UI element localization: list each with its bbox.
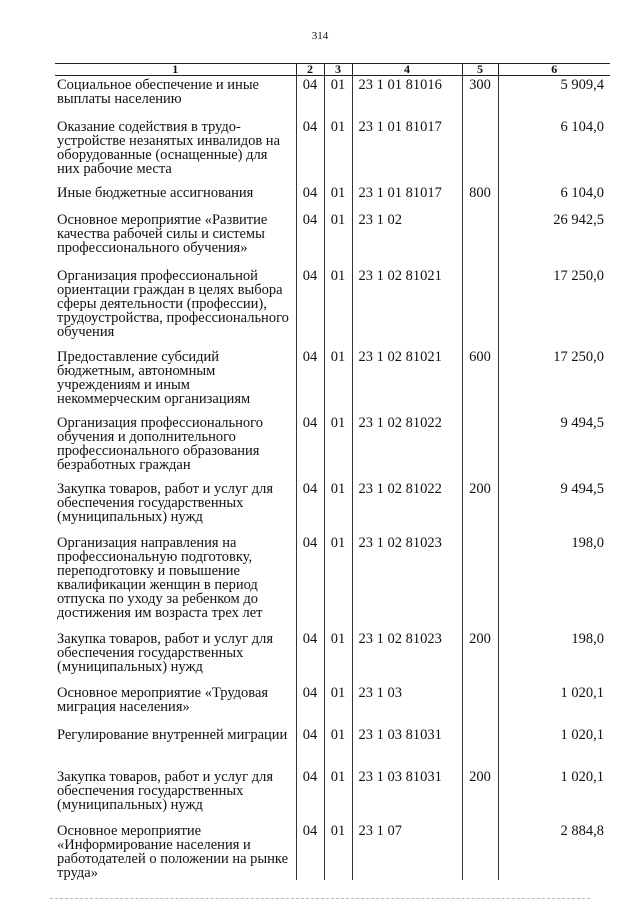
row-expense-type (462, 414, 498, 480)
row-expense-type: 300 (462, 76, 498, 119)
row-name: Организация профессиональной ориентации граждан в целях выбора сферы деятельности (профессии), трудоустройства, профессионального обучения (57, 268, 289, 340)
row-expense-type: 800 (462, 184, 498, 211)
row-section: 04 (296, 480, 324, 534)
row-expense-type: 200 (462, 630, 498, 684)
row-name: Оказание содействия в трудо-устройстве незанятых инвалидов на оборудованные (оснащенные) для них рабочие места (57, 119, 281, 177)
row-subsection: 01 (324, 348, 352, 414)
row-subsection: 01 (324, 414, 352, 480)
row-article: 23 1 01 81017 (352, 118, 462, 184)
row-amount: 1 020,1 (498, 684, 610, 726)
row-section: 04 (296, 768, 324, 822)
header-col-4: 4 (352, 64, 462, 76)
row-subsection: 01 (324, 726, 352, 768)
row-article: 23 1 01 81017 (352, 184, 462, 211)
header-row (55, 64, 610, 76)
row-amount: 26 942,5 (498, 211, 610, 267)
row-amount: 6 104,0 (498, 118, 610, 184)
table-row (55, 211, 610, 267)
row-expense-type (462, 534, 498, 630)
row-article: 23 1 02 81023 (352, 630, 462, 684)
table-row (55, 822, 610, 880)
table-row (55, 768, 610, 822)
table-row (55, 118, 610, 184)
row-amount: 5 909,4 (498, 76, 610, 119)
budget-table (55, 63, 610, 880)
row-amount: 1 020,1 (498, 768, 610, 822)
row-amount: 198,0 (498, 630, 610, 684)
row-article: 23 1 07 (352, 822, 462, 880)
row-subsection: 01 (324, 76, 352, 119)
row-article: 23 1 03 81031 (352, 768, 462, 822)
row-section: 04 (296, 267, 324, 348)
row-amount: 198,0 (498, 534, 610, 630)
table-row (55, 726, 610, 768)
row-expense-type (462, 118, 498, 184)
row-section: 04 (296, 184, 324, 211)
table-row (55, 534, 610, 630)
row-subsection: 01 (324, 480, 352, 534)
row-amount: 17 250,0 (498, 348, 610, 414)
row-subsection: 01 (324, 630, 352, 684)
row-expense-type: 200 (462, 480, 498, 534)
table-row (55, 684, 610, 726)
header-col-1: 1 (55, 64, 296, 76)
header-col-5: 5 (462, 64, 498, 76)
row-article: 23 1 03 (352, 684, 462, 726)
footer-divider (50, 898, 590, 899)
row-name: Иные бюджетные ассигнования (57, 185, 254, 201)
row-section: 04 (296, 118, 324, 184)
row-subsection: 01 (324, 267, 352, 348)
row-expense-type: 200 (462, 768, 498, 822)
row-name: Социальное обеспечение и иные выплаты населению (57, 77, 259, 107)
row-subsection: 01 (324, 211, 352, 267)
table-row (55, 348, 610, 414)
row-amount: 9 494,5 (498, 414, 610, 480)
row-amount: 17 250,0 (498, 267, 610, 348)
table-row (55, 267, 610, 348)
row-amount: 6 104,0 (498, 184, 610, 211)
table-row (55, 184, 610, 211)
row-section: 04 (296, 76, 324, 119)
row-name: Основное мероприятие «Развитие качества рабочей силы и системы профессионального обучения» (57, 212, 268, 256)
row-expense-type (462, 822, 498, 880)
row-section: 04 (296, 726, 324, 768)
row-article: 23 1 02 (352, 211, 462, 267)
row-name: Регулирование внутренней миграции (57, 727, 288, 743)
row-amount: 2 884,8 (498, 822, 610, 880)
row-name: Организация профессионального обучения и дополнительного профессионального образования безработных граждан (57, 415, 263, 473)
row-expense-type (462, 684, 498, 726)
row-article: 23 1 02 81023 (352, 534, 462, 630)
table-row (55, 76, 610, 119)
row-section: 04 (296, 414, 324, 480)
row-name: Организация направления на профессиональную подготовку, переподготовку и повышение квалификации женщин в период отпуска по уходу за ребенком до достижения им возраста трех лет (57, 535, 263, 621)
row-section: 04 (296, 348, 324, 414)
header-col-2: 2 (296, 64, 324, 76)
header-col-3: 3 (324, 64, 352, 76)
row-section: 04 (296, 534, 324, 630)
row-article: 23 1 02 81021 (352, 348, 462, 414)
row-amount: 9 494,5 (498, 480, 610, 534)
header-col-6: 6 (498, 64, 610, 76)
row-name: Закупка товаров, работ и услуг для обеспечения государственных (муниципальных) нужд (57, 769, 274, 813)
row-subsection: 01 (324, 184, 352, 211)
page-number: 314 (311, 30, 329, 42)
table-row (55, 630, 610, 684)
row-expense-type (462, 726, 498, 768)
row-article: 23 1 03 81031 (352, 726, 462, 768)
row-section: 04 (296, 684, 324, 726)
row-name: Предоставление субсидий бюджетным, автономным учреждениям и иным некоммерческим организациям (57, 349, 251, 407)
row-section: 04 (296, 211, 324, 267)
row-expense-type (462, 267, 498, 348)
row-name: Основное мероприятие «Трудовая миграция населения» (57, 685, 269, 715)
row-subsection: 01 (324, 684, 352, 726)
row-subsection: 01 (324, 118, 352, 184)
row-expense-type (462, 211, 498, 267)
row-subsection: 01 (324, 822, 352, 880)
table-row (55, 480, 610, 534)
row-subsection: 01 (324, 768, 352, 822)
table-row (55, 414, 610, 480)
row-article: 23 1 01 81016 (352, 76, 462, 119)
row-article: 23 1 02 81022 (352, 480, 462, 534)
row-subsection: 01 (324, 534, 352, 630)
row-name: Основное мероприятие «Информирование населения и работодателей о положении на рынке труда» (57, 823, 289, 881)
row-name: Закупка товаров, работ и услуг для обеспечения государственных (муниципальных) нужд (57, 481, 274, 525)
row-section: 04 (296, 822, 324, 880)
row-name: Закупка товаров, работ и услуг для обеспечения государственных (муниципальных) нужд (57, 631, 274, 675)
row-amount: 1 020,1 (498, 726, 610, 768)
row-article: 23 1 02 81021 (352, 267, 462, 348)
row-expense-type: 600 (462, 348, 498, 414)
row-section: 04 (296, 630, 324, 684)
row-article: 23 1 02 81022 (352, 414, 462, 480)
